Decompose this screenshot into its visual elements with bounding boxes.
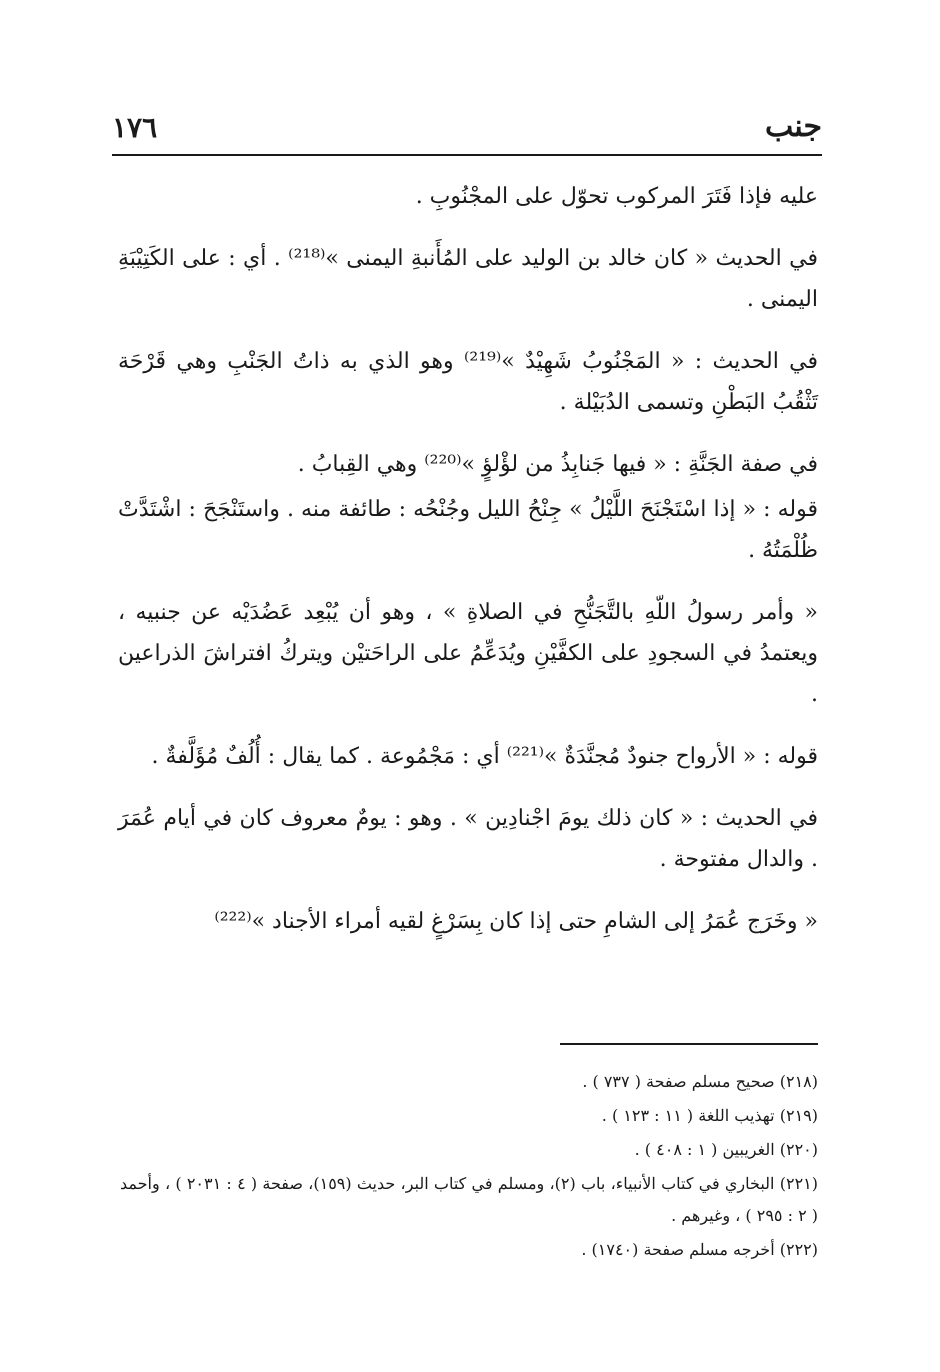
footnote: (٢١٨) صحيح مسلم صفحة ( ٧٣٧ ) . — [582, 1072, 818, 1091]
paragraph: « وخَرَج عُمَرُ إلى الشامِ حتى إذا كان بِسَرْغٍ لقيه أمراء الأجناد »⁽²²²⁾ — [214, 909, 818, 934]
paragraph: قوله : « إذا اسْتَجْنَحَ اللَّيْلُ » جِنْحُ الليل وجُنْحُه : طائفة منه . واستَنْجَحَ : اشْتَدَّتْ ظُلْمَتُهُ . — [118, 497, 818, 563]
paragraph: « وأمر رسولُ اللّهِ بالتَّجَنُّحِ في الصلاةِ » ، وهو أن يُبْعِد عَضُدَيْه عن جنبيه ، ويعتمدُ في السجودِ على الكفَّيْنِ ويُدَعِّمُ على الراحَتيْن ويتركُ افتراشَ الذراعين . — [118, 600, 818, 707]
header-rule — [112, 154, 822, 156]
main-text — [118, 176, 818, 963]
footnote: (٢١٩) تهذيب اللغة ( ١١ : ١٢٣ ) . — [601, 1106, 818, 1125]
paragraph: في الحديث : « المَجْنُوبُ شَهِيْدٌ »⁽²¹⁹⁾ وهو الذي به ذاتُ الجَنْبِ وهي قَرْحَة تَثْقُبُ البَطْنِ وتسمى الدُبَيْلة . — [118, 349, 818, 415]
footnote: (٢٢٢) أخرجه مسلم صفحة (١٧٤٠) . — [581, 1240, 818, 1259]
entry-word: جنب — [764, 109, 822, 144]
paragraph: قوله : « الأرواح جنودٌ مُجنَّدَةٌ »⁽²²¹⁾ أي : مَجْمُوعة . كما يقال : أُلُفٌ مُؤَلَّفةٌ . — [151, 744, 818, 769]
page-header — [112, 98, 822, 144]
footnote: (٢٢٠) الغريبين ( ١ : ٤٠٨ ) . — [634, 1140, 818, 1159]
paragraph: في الحديث « كان خالد بن الوليد على المُأَنبةِ اليمنى »⁽²¹⁸⁾ . أي : على الكَتِيْبَةِ اليمنى . — [118, 246, 818, 312]
footnote: (٢٢١) البخاري في كتاب الأنبياء، باب (٢)، ومسلم في كتاب البر، حديث (١٥٩)، صفحة ( ٤ : ٢٠٣١ ) ، وأحمد ( ٢ : ٢٩٥ ) ، وغيرهم . — [120, 1174, 819, 1225]
footnote-rule — [560, 1043, 818, 1045]
paragraph: في صفة الجَنَّةِ : « فيها جَنابِذُ من لؤْلؤٍ »⁽²²⁰⁾ وهي القِبابُ . — [297, 452, 818, 477]
paragraph: عليه فإذا فَتَرَ المركوب تحوّل على المجْنُوبِ . — [415, 184, 818, 209]
page-number: ١٧٦ — [112, 111, 158, 144]
paragraph: في الحديث : « كان ذلك يومَ اجْنادِين » . وهو : يومٌ معروف كان في أيام عُمَرَ . والدال مفتوحة . — [118, 806, 818, 872]
footnotes — [120, 1066, 818, 1268]
